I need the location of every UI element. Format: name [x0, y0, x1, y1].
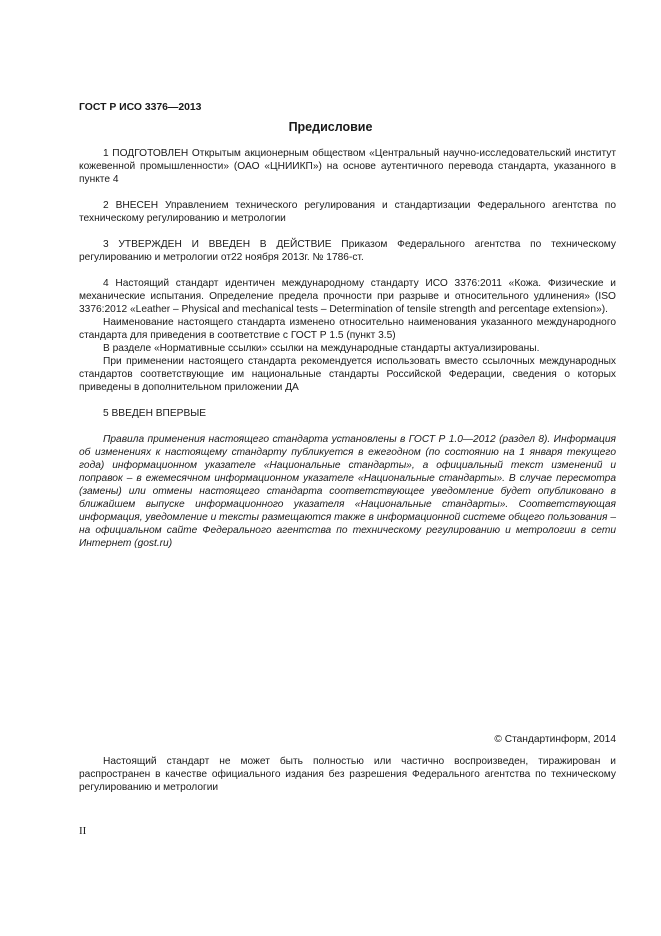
item-first-introduced: 5 ВВЕДЕН ВПЕРВЫЕ [103, 408, 207, 419]
rules-note: Правила применения настоящего стандарта установлены в ГОСТ Р 1.0—2012 (раздел 8). Информация об изменениях к настоящему стандарту публикуется в ежегодном (по состоянию на 1 января текущего года) информационном указателе «Национальные стандарты», а официальный текст изменений и поправок – в ежемесячном информационном указателе «Национальные стандарты». В случае пересмотра (замены) или отмены настоящего стандарта соответствующее уведомление будет опубликовано в ближайшем выпуске информационного указателя «Национальные стандарты». Соответствующая информация, уведомление и тексты размещаются также в информационной системе общего пользования – на официальном сайте Федерального агентства по техническому регулированию и метрологии в сети Интернет (gost.ru) [79, 434, 616, 549]
item-submitted: 2 ВНЕСЕН Управлением технического регулирования и стандартизации Федерального агентства по техническому регулированию и метрологии [79, 200, 616, 224]
reproduction-notice [79, 755, 616, 794]
foreword-body [79, 147, 616, 550]
item-identical: 4 Настоящий стандарт идентичен международному стандарту ИСО 3376:2011 «Кожа. Физические и механические испытания. Определение предела прочности при разрыве и относительного удлинения» (ISO 3376:2012 «Leather – Physical and mechanical tests – Determination of tensile strength and percentage extension»). [79, 278, 616, 315]
item-approved: 3 УТВЕРЖДЕН И ВВЕДЕН В ДЕЙСТВИЕ Приказом Федерального агентства по техническому регулированию и метрологии от22 ноября 2013г. № 1786-ст. [79, 239, 616, 263]
page-number: II [79, 825, 87, 837]
copyright: © Стандартинформ, 2014 [494, 734, 616, 745]
item-national-standards: При применении настоящего стандарта рекомендуется использовать вместо ссылочных международных стандартов соответствующие им национальные стандарты Российской Федерации, сведения о которых приведены в дополнительном приложении ДА [79, 356, 616, 393]
document-code: ГОСТ Р ИСО 3376—2013 [79, 102, 202, 113]
item-name-changed: Наименование настоящего стандарта изменено относительно наименования указанного международного стандарта для приведения в соответствие с ГОСТ Р 1.5 (пункт 3.5) [79, 317, 616, 341]
item-prepared: 1 ПОДГОТОВЛЕН Открытым акционерным обществом «Центральный научно-исследовательский институт кожевенной промышленности» (ОАО «ЦНИИКП») на основе аутентичного перевода стандарта, указанного в пункте 4 [79, 148, 616, 185]
notice-text: Настоящий стандарт не может быть полностью или частично воспроизведен, тиражирован и распространен в качестве официального издания без разрешения Федерального агентства по техническому регулированию и метрологии [79, 756, 616, 793]
item-references: В разделе «Нормативные ссылки» ссылки на международные стандарты актуализированы. [103, 343, 540, 354]
page-title: Предисловие [288, 120, 373, 134]
